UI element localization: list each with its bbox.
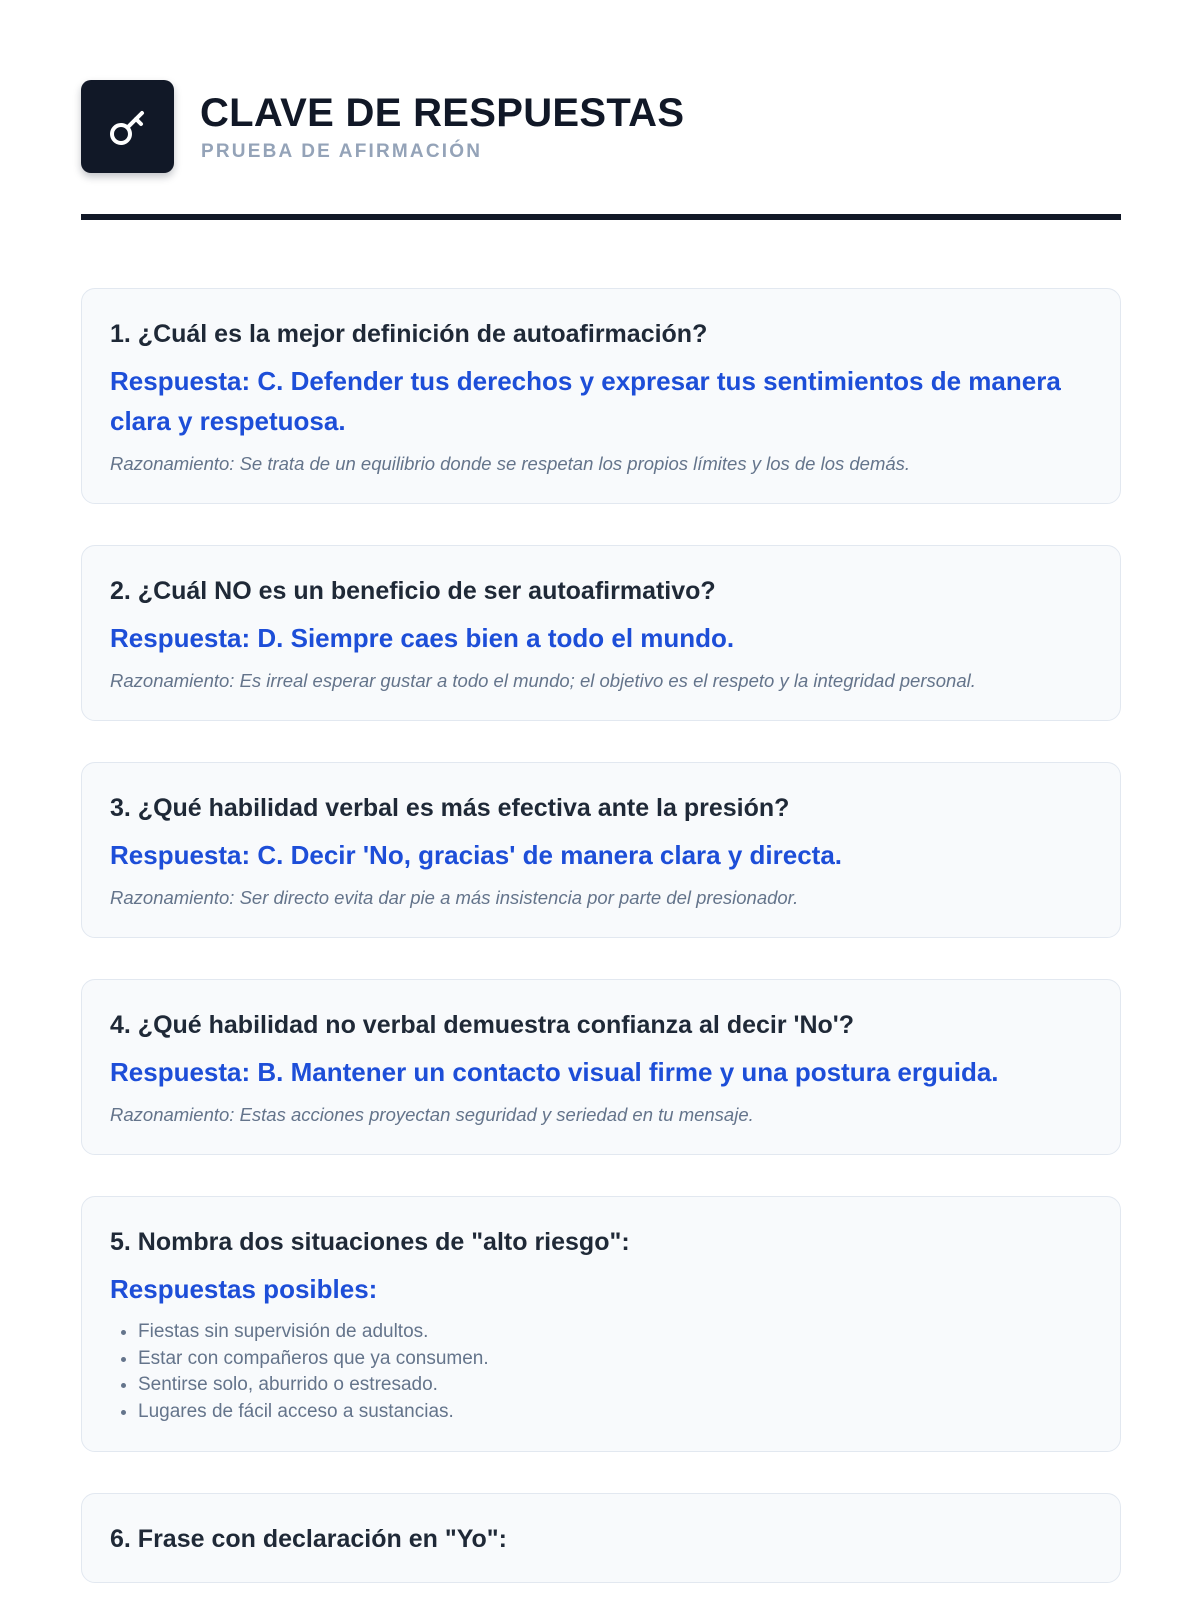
- question-text: 5. Nombra dos situaciones de "alto riesgo":: [110, 1228, 630, 1256]
- answer-card-3: [81, 762, 1121, 938]
- list-item: • Sentirse solo, aburrido o estresado.: [138, 1372, 1092, 1399]
- answer-card-6: [81, 1493, 1121, 1583]
- question-text: 2. ¿Cuál NO es un beneficio de ser autoafirmativo?: [110, 577, 716, 605]
- answer-options-list: [110, 1319, 1092, 1425]
- answer-card-5: [81, 1196, 1121, 1452]
- answer-card-4: [81, 979, 1121, 1155]
- answer-text: Respuesta: C. Defender tus derechos y expresar tus sentimientos de manera clara y respetuosa.: [110, 366, 1061, 436]
- answer-text: Respuestas posibles:: [110, 1274, 378, 1304]
- question-text: 3. ¿Qué habilidad verbal es más efectiva ante la presión?: [110, 794, 790, 822]
- list-item: • Lugares de fácil acceso a sustancias.: [138, 1399, 1092, 1426]
- reasoning-text: Razonamiento: Ser directo evita dar pie a más insistencia por parte del presionador.: [110, 887, 799, 908]
- reasoning-text: Razonamiento: Es irreal esperar gustar a todo el mundo; el objetivo es el respeto y la integridad personal.: [110, 670, 976, 691]
- question-text: 1. ¿Cuál es la mejor definición de autoafirmación?: [110, 320, 708, 348]
- answer-text: Respuesta: B. Mantener un contacto visual firme y una postura erguida.: [110, 1057, 999, 1087]
- reasoning-text: Razonamiento: Estas acciones proyectan seguridad y seriedad en tu mensaje.: [110, 1104, 754, 1125]
- key-icon: [81, 80, 174, 173]
- question-text: 6. Frase con declaración en "Yo":: [110, 1525, 507, 1553]
- page-header: [81, 80, 1121, 176]
- answer-list: [81, 288, 1121, 1600]
- page-subtitle: PRUEBA DE AFIRMACIÓN: [201, 141, 483, 162]
- reasoning-text: Razonamiento: Se trata de un equilibrio donde se respetan los propios límites y los de los demás.: [110, 453, 911, 474]
- question-text: 4. ¿Qué habilidad no verbal demuestra confianza al decir 'No'?: [110, 1011, 855, 1039]
- answer-card-1: [81, 288, 1121, 504]
- answer-card-2: [81, 545, 1121, 721]
- list-item: • Estar con compañeros que ya consumen.: [138, 1346, 1092, 1373]
- answer-text: Respuesta: D. Siempre caes bien a todo el mundo.: [110, 623, 735, 653]
- header-divider: [81, 214, 1121, 220]
- list-item: • Fiestas sin supervisión de adultos.: [138, 1319, 1092, 1346]
- page-title: CLAVE DE RESPUESTAS: [200, 91, 685, 135]
- answer-text: Respuesta: C. Decir 'No, gracias' de manera clara y directa.: [110, 840, 843, 870]
